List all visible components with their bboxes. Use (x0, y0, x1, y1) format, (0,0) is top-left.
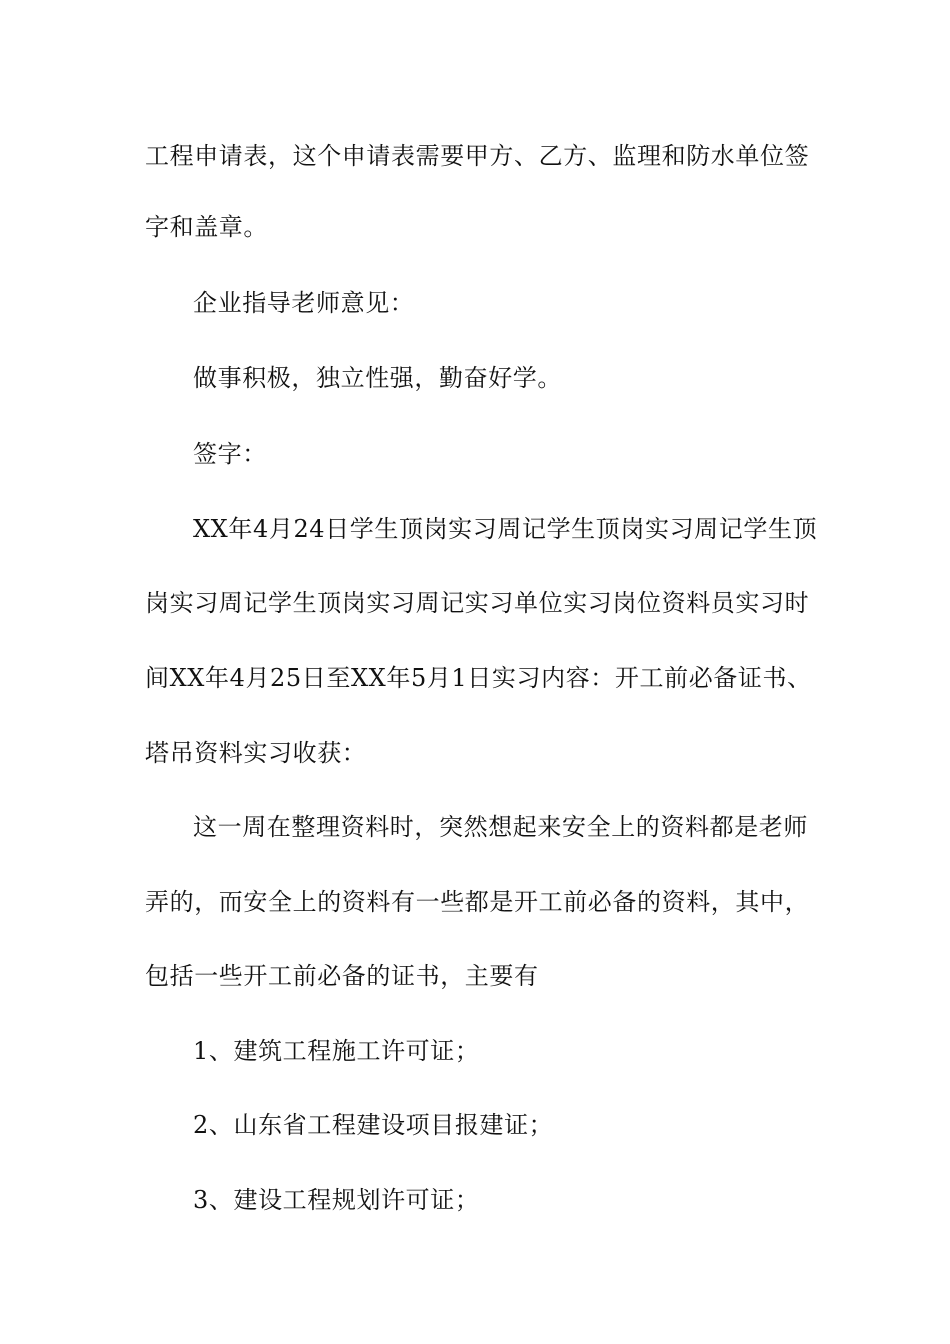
list-item: 3、建设工程规划许可证； (193, 1186, 480, 1214)
paragraph-line: 间XX年4月25日至XX年5月1日实习内容：开工前必备证书、 (145, 664, 812, 692)
signature-label: 签字： (193, 440, 267, 468)
advisor-opinion-heading: 企业指导老师意见： (193, 289, 415, 317)
list-item: 2、山东省工程建设项目报建证； (193, 1111, 554, 1139)
advisor-opinion-text: 做事积极，独立性强，勤奋好学。 (193, 364, 562, 392)
paragraph-line: XX年4月24日学生顶岗实习周记学生顶岗实习周记学生顶 (193, 515, 818, 543)
paragraph-line: 弄的，而安全上的资料有一些都是开工前必备的资料，其中， (145, 888, 810, 916)
paragraph-line: 这一周在整理资料时，突然想起来安全上的资料都是老师 (193, 813, 808, 841)
paragraph-line: 塔吊资料实习收获： (145, 739, 367, 767)
paragraph-line: 岗实习周记学生顶岗实习周记实习单位实习岗位资料员实习时 (145, 589, 810, 617)
paragraph-line: 包括一些开工前必备的证书，主要有 (145, 962, 539, 990)
paragraph-line: 工程申请表，这个申请表需要甲方、乙方、监理和防水单位签 (145, 142, 810, 170)
paragraph-line: 字和盖章。 (145, 213, 268, 241)
list-item: 1、建筑工程施工许可证； (193, 1037, 480, 1065)
